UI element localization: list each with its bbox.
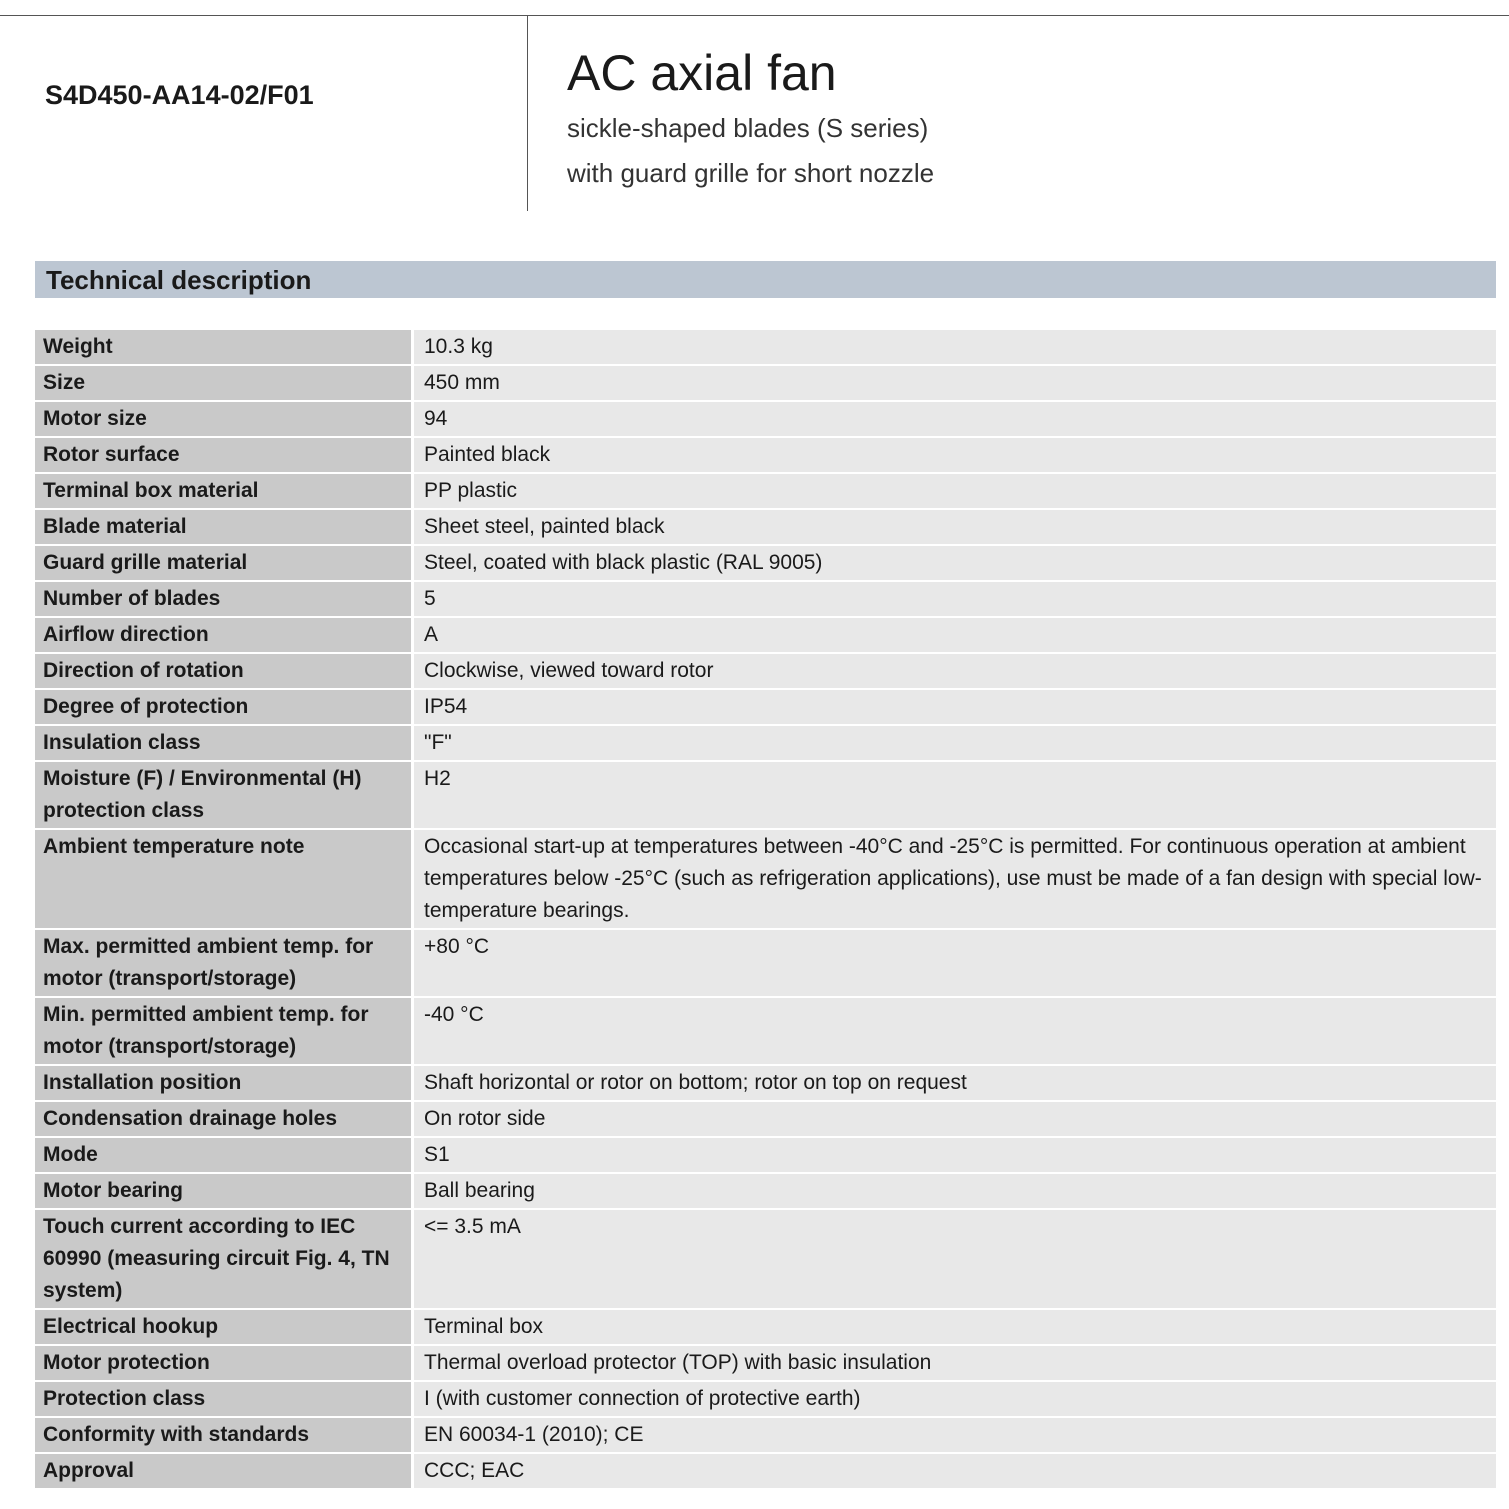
spec-label: Max. permitted ambient temp. for motor (transport/storage)	[35, 930, 414, 996]
document-header	[0, 16, 1509, 216]
product-subtitle-line1: sickle-shaped blades (S series)	[567, 113, 929, 143]
spec-label: Min. permitted ambient temp. for motor (transport/storage)	[35, 998, 414, 1064]
product-title: AC axial fan	[567, 45, 837, 101]
spec-label: Ambient temperature note	[35, 830, 414, 928]
product-subtitle-line2: with guard grille for short nozzle	[567, 158, 935, 188]
spec-value: 94	[414, 402, 1496, 436]
spec-label: Moisture (F) / Environmental (H) protection class	[35, 762, 414, 828]
spec-row	[35, 1174, 1496, 1208]
spec-value: +80 °C	[414, 930, 1496, 996]
spec-row	[35, 510, 1496, 544]
spec-row	[35, 1346, 1496, 1380]
spec-label: Airflow direction	[35, 618, 414, 652]
spec-label: Touch current according to IEC 60990 (measuring circuit Fig. 4, TN system)	[35, 1210, 414, 1308]
spec-label: Blade material	[35, 510, 414, 544]
spec-label: Electrical hookup	[35, 1310, 414, 1344]
spec-label: Weight	[35, 330, 414, 364]
spec-value: 10.3 kg	[414, 330, 1496, 364]
spec-row	[35, 726, 1496, 760]
spec-label: Insulation class	[35, 726, 414, 760]
spec-label: Motor size	[35, 402, 414, 436]
spec-value: Thermal overload protector (TOP) with basic insulation	[414, 1346, 1496, 1380]
spec-row	[35, 582, 1496, 616]
spec-label: Degree of protection	[35, 690, 414, 724]
spec-label: Number of blades	[35, 582, 414, 616]
spec-value: Clockwise, viewed toward rotor	[414, 654, 1496, 688]
spec-label: Motor bearing	[35, 1174, 414, 1208]
spec-label: Mode	[35, 1138, 414, 1172]
spec-row	[35, 1066, 1496, 1100]
spec-row	[35, 330, 1496, 364]
spec-value: EN 60034-1 (2010); CE	[414, 1418, 1496, 1452]
spec-label: Direction of rotation	[35, 654, 414, 688]
spec-value: S1	[414, 1138, 1496, 1172]
section-header	[35, 261, 1496, 298]
spec-value: H2	[414, 762, 1496, 828]
spec-value: "F"	[414, 726, 1496, 760]
spec-row	[35, 1310, 1496, 1344]
spec-value: On rotor side	[414, 1102, 1496, 1136]
spec-row	[35, 1138, 1496, 1172]
spec-value: Painted black	[414, 438, 1496, 472]
spec-value: IP54	[414, 690, 1496, 724]
spec-label: Terminal box material	[35, 474, 414, 508]
spec-row	[35, 1382, 1496, 1416]
spec-row	[35, 402, 1496, 436]
spec-row	[35, 438, 1496, 472]
spec-row	[35, 474, 1496, 508]
spec-row	[35, 930, 1496, 996]
spec-label: Guard grille material	[35, 546, 414, 580]
spec-value: 5	[414, 582, 1496, 616]
section-title: Technical description	[46, 265, 312, 295]
spec-value: Steel, coated with black plastic (RAL 9005)	[414, 546, 1496, 580]
spec-row	[35, 1454, 1496, 1488]
spec-value: PP plastic	[414, 474, 1496, 508]
spec-value: Shaft horizontal or rotor on bottom; rotor on top on request	[414, 1066, 1496, 1100]
spec-label: Motor protection	[35, 1346, 414, 1380]
header-divider	[527, 16, 528, 211]
spec-row	[35, 366, 1496, 400]
spec-row	[35, 1102, 1496, 1136]
spec-row	[35, 998, 1496, 1064]
spec-value: CCC; EAC	[414, 1454, 1496, 1488]
spec-label: Conformity with standards	[35, 1418, 414, 1452]
spec-row	[35, 618, 1496, 652]
spec-row	[35, 546, 1496, 580]
spec-label: Size	[35, 366, 414, 400]
spec-label: Protection class	[35, 1382, 414, 1416]
spec-label: Installation position	[35, 1066, 414, 1100]
spec-row	[35, 654, 1496, 688]
spec-label: Rotor surface	[35, 438, 414, 472]
spec-value: 450 mm	[414, 366, 1496, 400]
spec-value: I (with customer connection of protective earth)	[414, 1382, 1496, 1416]
model-code: S4D450-AA14-02/F01	[45, 80, 314, 110]
spec-value: Terminal box	[414, 1310, 1496, 1344]
spec-value: Ball bearing	[414, 1174, 1496, 1208]
spec-value: A	[414, 618, 1496, 652]
spec-row	[35, 1210, 1496, 1308]
spec-row	[35, 690, 1496, 724]
spec-label: Approval	[35, 1454, 414, 1488]
spec-value: <= 3.5 mA	[414, 1210, 1496, 1308]
spec-row	[35, 830, 1496, 928]
spec-table	[35, 328, 1496, 1490]
spec-row	[35, 1418, 1496, 1452]
spec-value: Occasional start-up at temperatures between -40°C and -25°C is permitted. For continuous operation at ambient temperatures below -25°C (such as refrigeration applications), use must be made of a fan design with special low-temperature bearings.	[414, 830, 1496, 928]
spec-label: Condensation drainage holes	[35, 1102, 414, 1136]
spec-value: Sheet steel, painted black	[414, 510, 1496, 544]
spec-row	[35, 762, 1496, 828]
spec-value: -40 °C	[414, 998, 1496, 1064]
